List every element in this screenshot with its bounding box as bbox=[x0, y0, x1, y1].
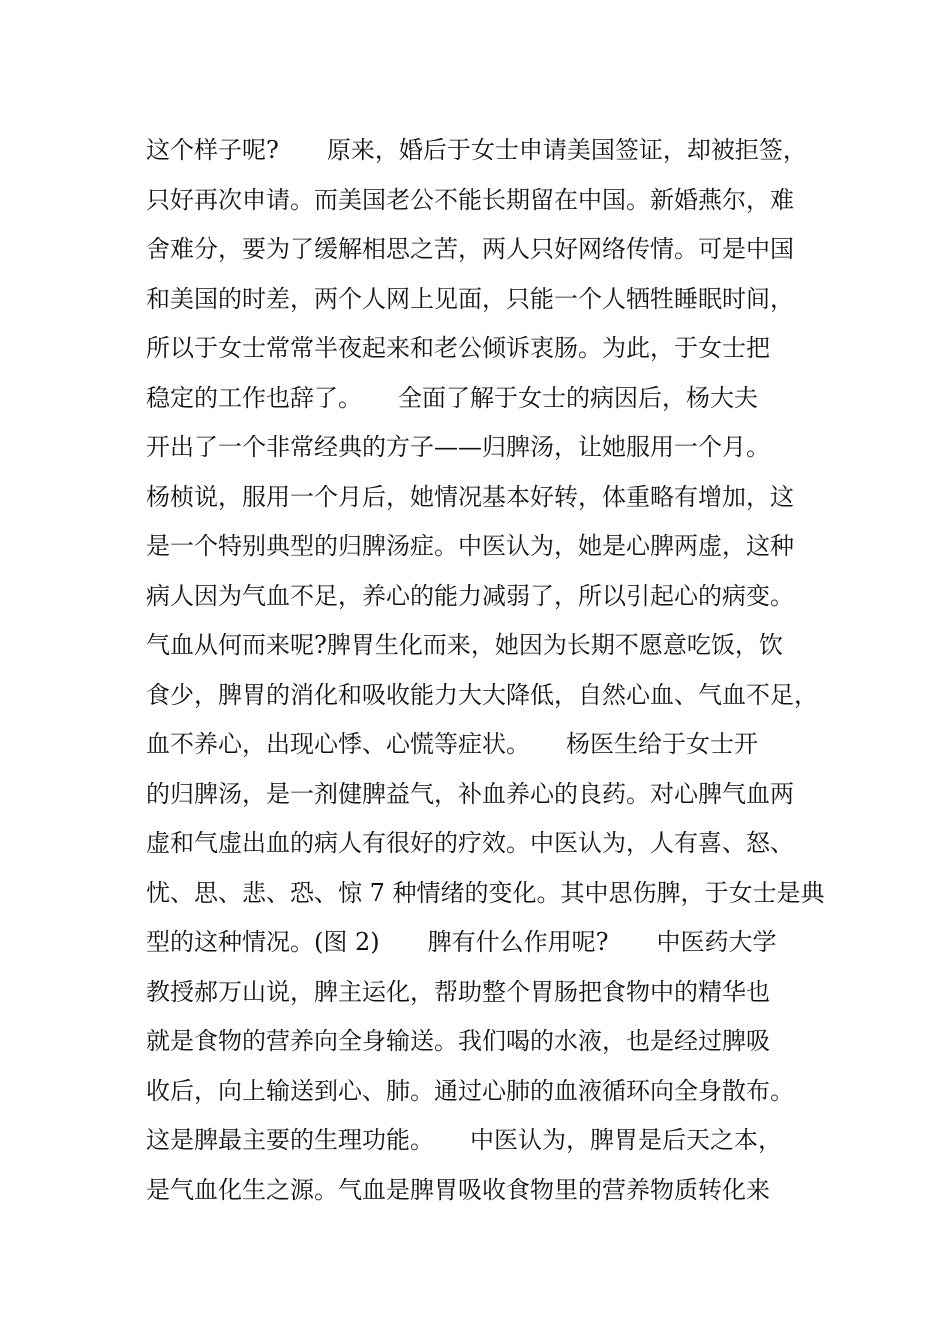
text-line: 舍难分，要为了缓解相思之苦，两人只好网络传情。可是中国 bbox=[146, 235, 794, 263]
text-line: 教授郝万山说，脾主运化，帮助整个胃肠把食物中的精华也 bbox=[146, 977, 770, 1006]
text-line: 所以于女士常常半夜起来和老公倾诉衷肠。为此，于女士把 bbox=[146, 334, 770, 362]
text-line: 血不养心，出现心悸、心慌等症状。 杨医生给于女士开 bbox=[146, 730, 758, 758]
text-line: 的归脾汤，是一剂健脾益气，补血养心的良药。对心脾气血两 bbox=[146, 779, 794, 808]
text-line: 开出了一个非常经典的方子——归脾汤，让她服用一个月。 bbox=[146, 433, 770, 461]
text-line: 忧、思、悲、恐、惊 7 种情绪的变化。其中思伤脾，于女士是典 bbox=[146, 878, 825, 907]
text-line: 是气血化生之源。气血是脾胃吸收食物里的营养物质转化来 bbox=[146, 1175, 770, 1204]
text-line: 收后，向上输送到心、肺。通过心肺的血液循环向全身散布。 bbox=[146, 1076, 794, 1105]
text-line: 只好再次申请。而美国老公不能长期留在中国。新婚燕尔，难 bbox=[146, 185, 794, 214]
text-line: 这个样子呢? 原来，婚后于女士申请美国签证，却被拒签， bbox=[146, 136, 807, 164]
text-line: 病人因为气血不足，养心的能力减弱了，所以引起心的病变。 bbox=[146, 581, 794, 610]
text-line: 食少，脾胃的消化和吸收能力大大降低，自然心血、气血不足， bbox=[146, 680, 818, 709]
text-line: 是一个特别典型的归脾汤症。中医认为，她是心脾两虚，这种 bbox=[146, 532, 794, 560]
text-line: 稳定的工作也辞了。 全面了解于女士的病因后，杨大夫 bbox=[146, 383, 758, 412]
text-line: 就是食物的营养向全身输送。我们喝的水液，也是经过脾吸 bbox=[146, 1027, 770, 1055]
text-line: 这是脾最主要的生理功能。 中医认为，脾胃是后天之本， bbox=[146, 1126, 782, 1154]
text-line: 气血从何而来呢?脾胃生化而来，她因为长期不愿意吃饭，饮 bbox=[146, 631, 783, 659]
article-body bbox=[146, 126, 826, 1215]
text-line: 杨桢说，服用一个月后，她情况基本好转，体重略有增加，这 bbox=[146, 482, 794, 511]
text-line: 型的这种情况。(图 2) 脾有什么作用呢? 中医药大学 bbox=[146, 928, 777, 956]
text-line: 虚和气虚出血的病人有很好的疗效。中医认为，人有喜、怒、 bbox=[146, 829, 794, 857]
text-line: 和美国的时差，两个人网上见面，只能一个人牺牲睡眠时间， bbox=[146, 284, 794, 313]
